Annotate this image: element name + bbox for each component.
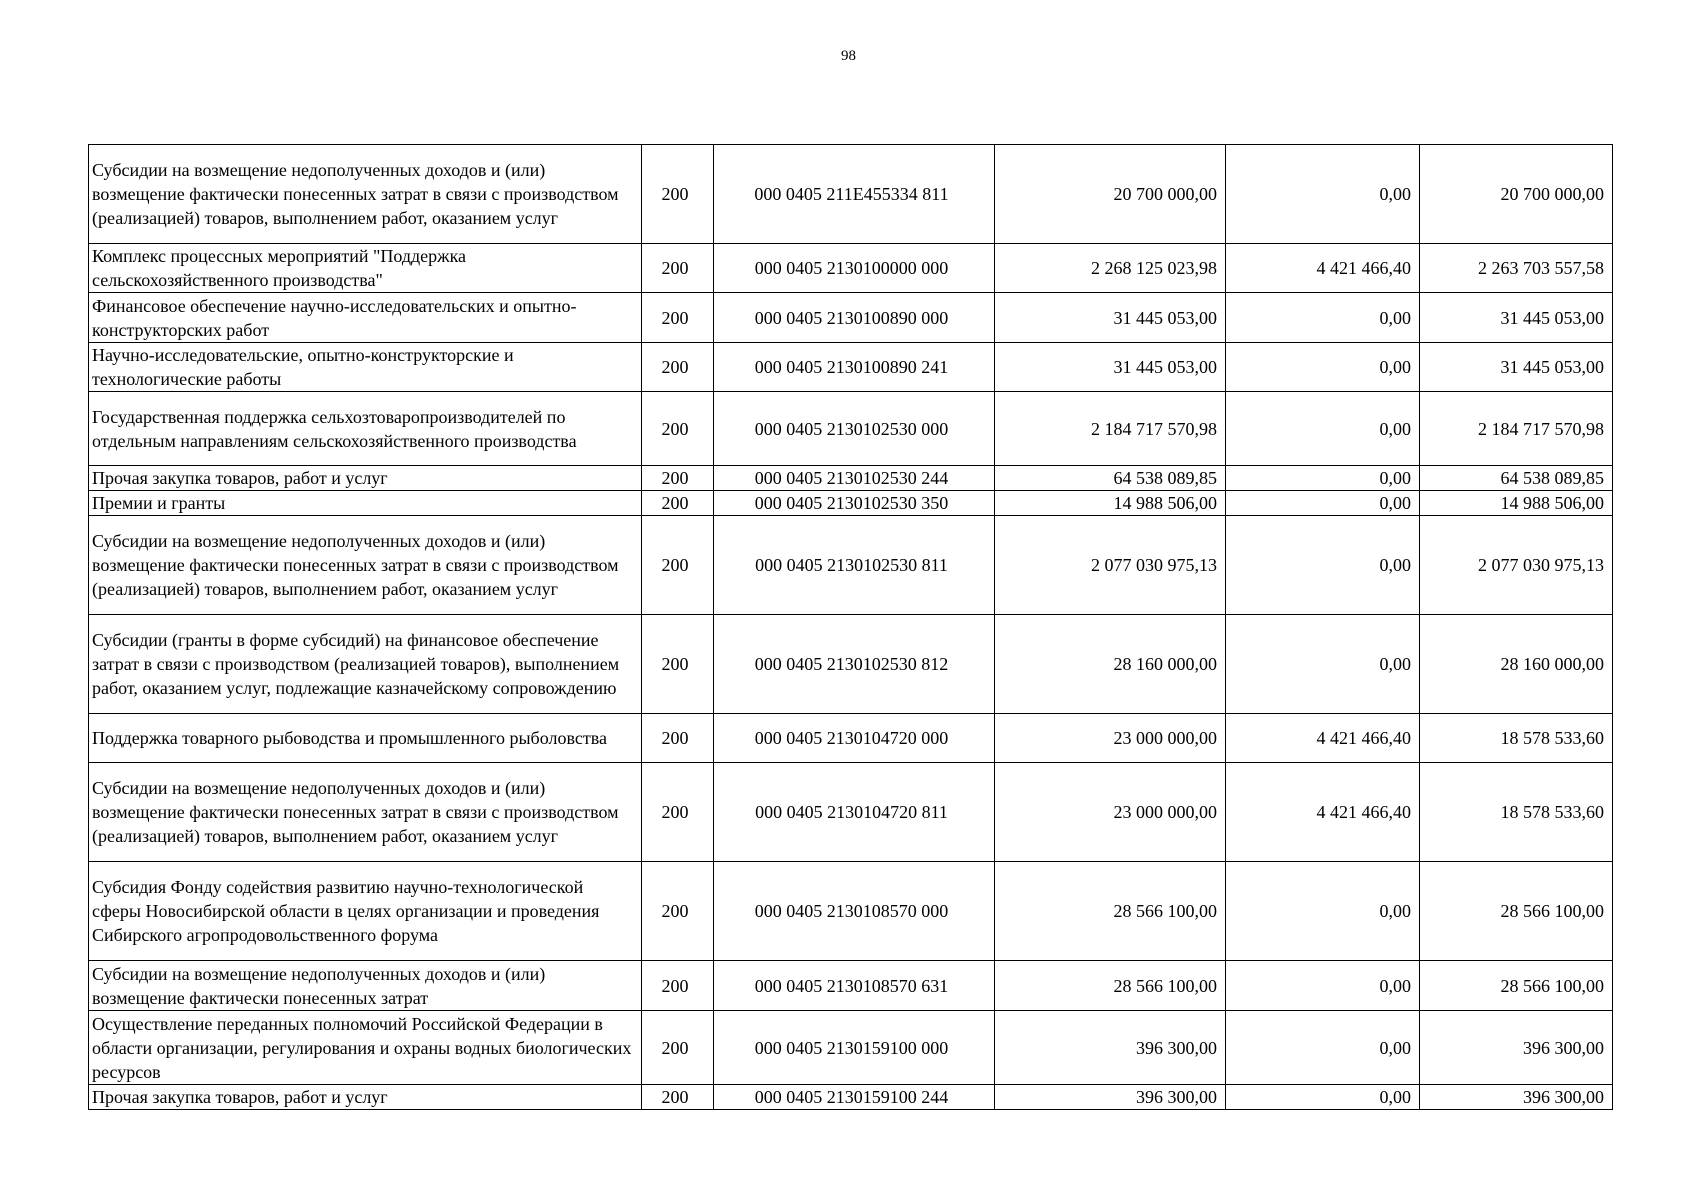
table-row	[89, 1085, 1613, 1110]
row-kbk-cell: 000 0405 2130104720 000	[714, 714, 995, 763]
row-approved-cell: 28 566 100,00	[995, 961, 1226, 1011]
row-remaining-cell: 2 077 030 975,13	[1420, 516, 1613, 615]
table-row	[89, 961, 1613, 1011]
row-executed-cell: 0,00	[1226, 516, 1420, 615]
row-name-cell: Субсидии (гранты в форме субсидий) на финансовое обеспечение затрат в связи с производством (реализацией товаров), выполнением работ, оказанием услуг, подлежащие казначейскому сопровождению	[89, 615, 642, 714]
row-name-cell: Прочая закупка товаров, работ и услуг	[89, 466, 642, 491]
row-remaining-cell: 2 184 717 570,98	[1420, 392, 1613, 466]
row-executed-cell: 0,00	[1226, 392, 1420, 466]
row-kbk-cell: 000 0405 2130100890 000	[714, 293, 995, 343]
row-line-code-cell: 200	[642, 293, 714, 343]
row-name-cell: Субсидии на возмещение недополученных доходов и (или) возмещение фактически понесенных затрат	[89, 961, 642, 1011]
row-kbk-cell: 000 0405 2130102530 244	[714, 466, 995, 491]
row-kbk-cell: 000 0405 211Е455334 811	[714, 145, 995, 244]
row-kbk-cell: 000 0405 2130100000 000	[714, 244, 995, 293]
row-kbk-cell: 000 0405 2130102530 350	[714, 491, 995, 516]
row-kbk-cell: 000 0405 2130159100 000	[714, 1011, 995, 1085]
row-approved-cell: 23 000 000,00	[995, 714, 1226, 763]
row-executed-cell: 0,00	[1226, 1085, 1420, 1110]
row-kbk-cell: 000 0405 2130159100 244	[714, 1085, 995, 1110]
table-row	[89, 862, 1613, 961]
table-row	[89, 392, 1613, 466]
table-row	[89, 516, 1613, 615]
row-remaining-cell: 18 578 533,60	[1420, 763, 1613, 862]
row-line-code-cell: 200	[642, 145, 714, 244]
row-approved-cell: 396 300,00	[995, 1011, 1226, 1085]
row-kbk-cell: 000 0405 2130100890 241	[714, 343, 995, 392]
row-line-code-cell: 200	[642, 516, 714, 615]
row-remaining-cell: 31 445 053,00	[1420, 293, 1613, 343]
row-line-code-cell: 200	[642, 862, 714, 961]
row-name-cell: Субсидии на возмещение недополученных доходов и (или) возмещение фактически понесенных затрат в связи с производством (реализацией) товаров, выполнением работ, оказанием услуг	[89, 516, 642, 615]
table-row	[89, 491, 1613, 516]
row-kbk-cell: 000 0405 2130102530 811	[714, 516, 995, 615]
row-executed-cell: 0,00	[1226, 293, 1420, 343]
row-name-cell: Осуществление переданных полномочий Российской Федерации в области организации, регулирования и охраны водных биологических ресурсов	[89, 1011, 642, 1085]
row-remaining-cell: 2 263 703 557,58	[1420, 244, 1613, 293]
row-line-code-cell: 200	[642, 961, 714, 1011]
row-remaining-cell: 396 300,00	[1420, 1011, 1613, 1085]
row-remaining-cell: 64 538 089,85	[1420, 466, 1613, 491]
row-name-cell: Государственная поддержка сельхозтоваропроизводителей по отдельным направлениям сельскохозяйственного производства	[89, 392, 642, 466]
row-approved-cell: 23 000 000,00	[995, 763, 1226, 862]
row-line-code-cell: 200	[642, 763, 714, 862]
row-name-cell: Прочая закупка товаров, работ и услуг	[89, 1085, 642, 1110]
row-name-cell: Финансовое обеспечение научно-исследовательских и опытно-конструкторских работ	[89, 293, 642, 343]
row-name-cell: Субсидии на возмещение недополученных доходов и (или) возмещение фактически понесенных затрат в связи с производством (реализацией) товаров, выполнением работ, оказанием услуг	[89, 145, 642, 244]
row-remaining-cell: 14 988 506,00	[1420, 491, 1613, 516]
row-kbk-cell: 000 0405 2130104720 811	[714, 763, 995, 862]
row-line-code-cell: 200	[642, 1085, 714, 1110]
row-remaining-cell: 18 578 533,60	[1420, 714, 1613, 763]
row-approved-cell: 31 445 053,00	[995, 343, 1226, 392]
row-name-cell: Субсидия Фонду содействия развитию научно-технологической сферы Новосибирской области в целях организации и проведения Сибирского агропродовольственного форума	[89, 862, 642, 961]
row-name-cell: Комплекс процессных мероприятий "Поддержка сельскохозяйственного производства"	[89, 244, 642, 293]
row-remaining-cell: 28 160 000,00	[1420, 615, 1613, 714]
table-row	[89, 466, 1613, 491]
row-executed-cell: 0,00	[1226, 466, 1420, 491]
row-approved-cell: 2 268 125 023,98	[995, 244, 1226, 293]
row-line-code-cell: 200	[642, 491, 714, 516]
row-executed-cell: 0,00	[1226, 615, 1420, 714]
row-approved-cell: 64 538 089,85	[995, 466, 1226, 491]
row-line-code-cell: 200	[642, 1011, 714, 1085]
row-name-cell: Премии и гранты	[89, 491, 642, 516]
row-executed-cell: 4 421 466,40	[1226, 763, 1420, 862]
row-remaining-cell: 31 445 053,00	[1420, 343, 1613, 392]
row-line-code-cell: 200	[642, 615, 714, 714]
page-number: 98	[841, 48, 856, 64]
table-row	[89, 763, 1613, 862]
row-executed-cell: 0,00	[1226, 862, 1420, 961]
row-kbk-cell: 000 0405 2130102530 000	[714, 392, 995, 466]
row-remaining-cell: 28 566 100,00	[1420, 862, 1613, 961]
row-approved-cell: 2 184 717 570,98	[995, 392, 1226, 466]
row-remaining-cell: 396 300,00	[1420, 1085, 1613, 1110]
row-line-code-cell: 200	[642, 466, 714, 491]
table-row	[89, 714, 1613, 763]
row-executed-cell: 0,00	[1226, 961, 1420, 1011]
row-executed-cell: 0,00	[1226, 491, 1420, 516]
row-approved-cell: 396 300,00	[995, 1085, 1226, 1110]
table-row	[89, 343, 1613, 392]
row-executed-cell: 0,00	[1226, 145, 1420, 244]
row-executed-cell: 0,00	[1226, 343, 1420, 392]
row-executed-cell: 0,00	[1226, 1011, 1420, 1085]
budget-execution-table	[88, 144, 1613, 1110]
row-name-cell: Субсидии на возмещение недополученных доходов и (или) возмещение фактически понесенных затрат в связи с производством (реализацией) товаров, выполнением работ, оказанием услуг	[89, 763, 642, 862]
row-line-code-cell: 200	[642, 714, 714, 763]
row-approved-cell: 31 445 053,00	[995, 293, 1226, 343]
row-approved-cell: 20 700 000,00	[995, 145, 1226, 244]
row-executed-cell: 4 421 466,40	[1226, 714, 1420, 763]
row-kbk-cell: 000 0405 2130102530 812	[714, 615, 995, 714]
table-row	[89, 244, 1613, 293]
row-line-code-cell: 200	[642, 343, 714, 392]
table-row	[89, 145, 1613, 244]
row-name-cell: Поддержка товарного рыбоводства и промышленного рыболовства	[89, 714, 642, 763]
row-kbk-cell: 000 0405 2130108570 631	[714, 961, 995, 1011]
row-line-code-cell: 200	[642, 392, 714, 466]
table-row	[89, 1011, 1613, 1085]
row-kbk-cell: 000 0405 2130108570 000	[714, 862, 995, 961]
row-approved-cell: 28 160 000,00	[995, 615, 1226, 714]
row-executed-cell: 4 421 466,40	[1226, 244, 1420, 293]
row-line-code-cell: 200	[642, 244, 714, 293]
row-name-cell: Научно-исследовательские, опытно-конструкторские и технологические работы	[89, 343, 642, 392]
table-row	[89, 615, 1613, 714]
row-remaining-cell: 20 700 000,00	[1420, 145, 1613, 244]
row-approved-cell: 28 566 100,00	[995, 862, 1226, 961]
row-approved-cell: 2 077 030 975,13	[995, 516, 1226, 615]
row-remaining-cell: 28 566 100,00	[1420, 961, 1613, 1011]
table-row	[89, 293, 1613, 343]
row-approved-cell: 14 988 506,00	[995, 491, 1226, 516]
